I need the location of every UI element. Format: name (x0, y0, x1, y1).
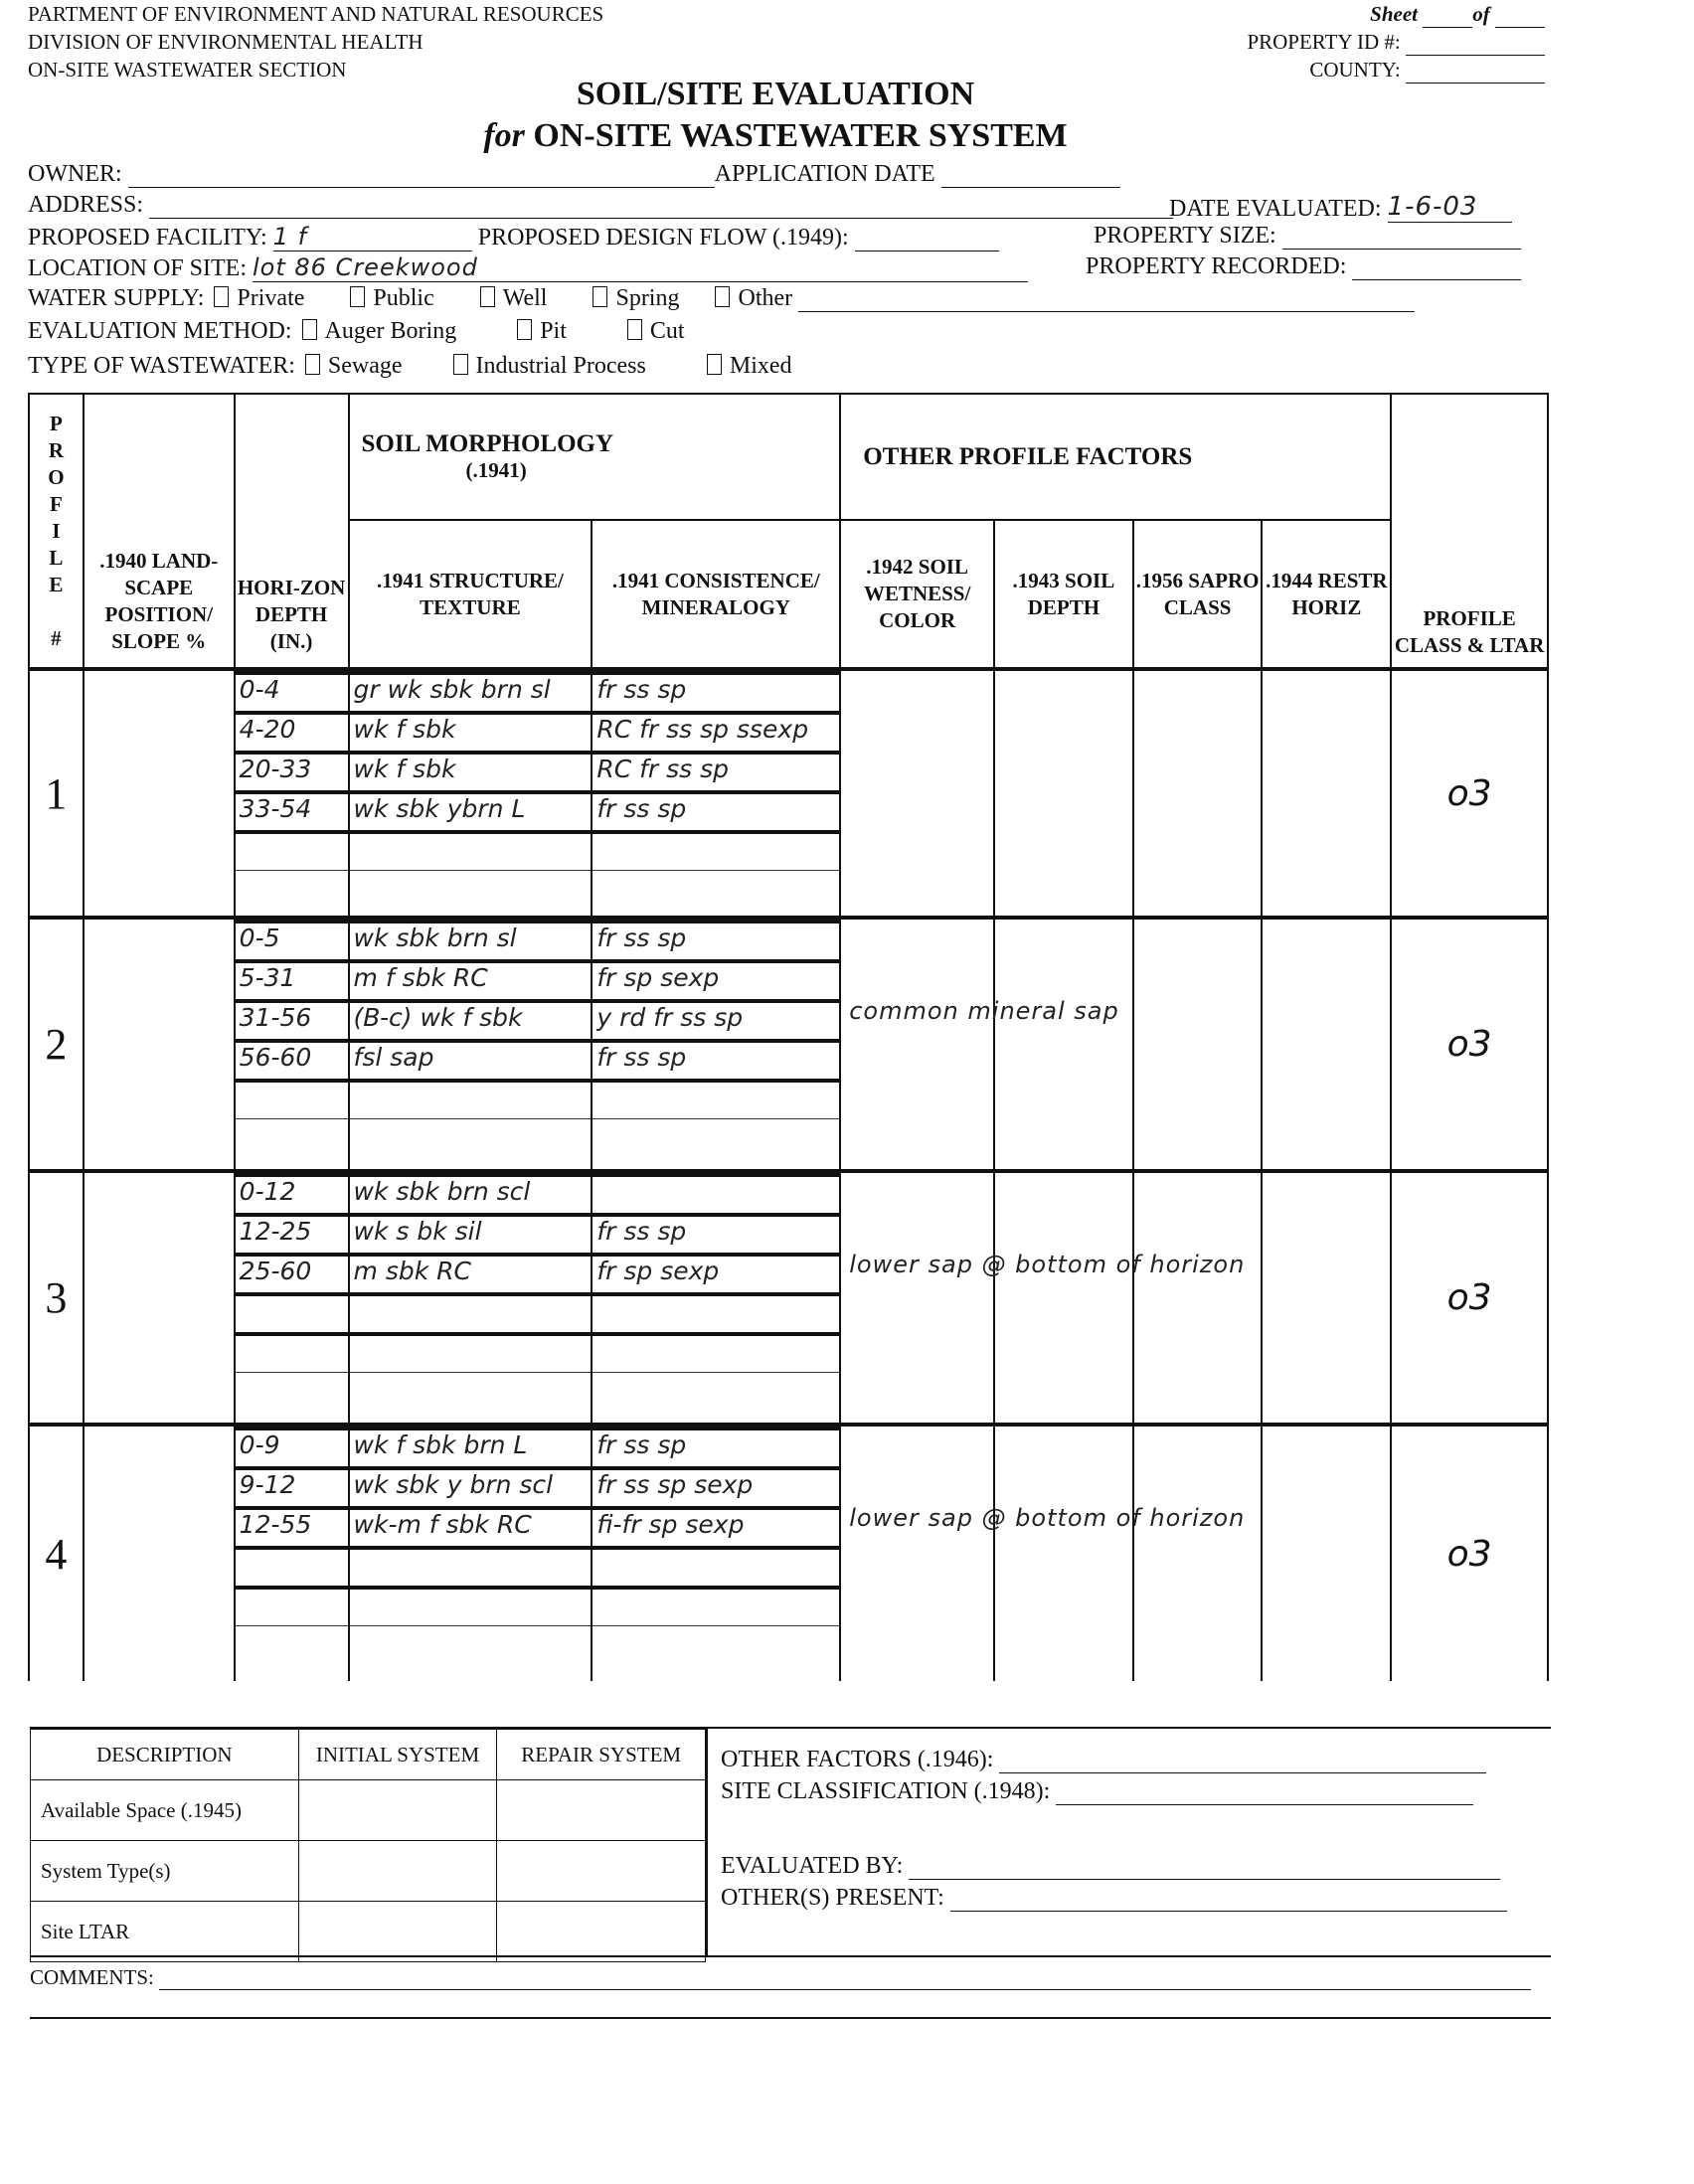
wetness-cell (840, 1171, 1246, 1425)
consistence-cell[interactable]: fr ss sp (593, 673, 839, 713)
consistence-cell[interactable] (593, 1081, 839, 1119)
date-evaluated-row (1169, 192, 1512, 223)
sapro-class-cell (1133, 1425, 1263, 1681)
profile-row (29, 918, 1548, 1171)
form-subtitle (0, 117, 1551, 155)
consistence-cell[interactable] (593, 1175, 839, 1215)
structure-cell[interactable]: fsl sap (350, 1041, 592, 1081)
sewage-option: Sewage (327, 353, 403, 379)
consistence-cell[interactable]: y rd fr ss sp (593, 1001, 839, 1041)
consistence-cell[interactable]: fr sp sexp (593, 961, 839, 1001)
wetness-cell (840, 669, 994, 918)
application-date-label: APPLICATION DATE (714, 161, 935, 187)
form-title: SOIL/SITE EVALUATION (576, 76, 975, 112)
property-size-field[interactable] (1282, 249, 1521, 250)
auger-boring-checkbox[interactable] (302, 319, 317, 340)
wetness-header: .1942 SOIL WETNESS/ COLOR (840, 520, 994, 669)
horizon-depth-cell[interactable]: 25-60 (236, 1255, 348, 1294)
horizon-depth-cell[interactable] (236, 1588, 348, 1626)
of-label: of (1472, 2, 1490, 26)
initial-system-header: INITIAL SYSTEM (298, 1730, 497, 1780)
consistence-cell[interactable]: RC fr ss sp ssexp (593, 713, 839, 753)
other-factors-row (721, 1747, 1486, 1773)
horizon-depth-cells (235, 669, 349, 918)
profile-number: 4 (29, 1425, 84, 1681)
property-recorded-field[interactable] (1352, 279, 1521, 280)
others-present-row (721, 1885, 1507, 1912)
consistence-cell[interactable]: fr ss sp (593, 922, 839, 961)
restr-horiz-cell (1262, 1171, 1391, 1425)
consistence-cell[interactable]: fr ss sp (593, 792, 839, 832)
horizon-depth-cell[interactable]: 12-55 (236, 1508, 348, 1548)
horizon-depth-cell[interactable]: 33-54 (236, 792, 348, 832)
sapro-header: .1956 SAPRO CLASS (1133, 520, 1263, 669)
bottom-divider (706, 1729, 708, 1955)
agency-header (28, 0, 603, 84)
proposed-facility-field[interactable]: 1 f (273, 223, 472, 252)
date-evaluated-field[interactable]: 1-6-03 (1388, 192, 1512, 223)
soil-morphology-header (349, 394, 841, 520)
comments-rule (30, 2017, 1551, 2019)
wetness-cell (840, 1425, 1246, 1681)
horizon-depth-cells (235, 1171, 349, 1425)
structure-cell[interactable] (350, 1588, 592, 1626)
profile-class-cell: o3 (1391, 669, 1548, 918)
structure-cell[interactable] (350, 1294, 592, 1334)
address-field[interactable] (149, 218, 1173, 219)
profile-number: 3 (29, 1171, 84, 1425)
county-label: COUNTY: (1309, 58, 1401, 82)
landscape-cell (84, 1171, 235, 1425)
landscape-cell (84, 918, 235, 1171)
property-recorded-label: PROPERTY RECORDED: (1086, 253, 1347, 279)
address-row (28, 192, 1173, 219)
pit-option: Pit (540, 318, 567, 344)
evaluated-by-label: EVALUATED BY: (721, 1853, 904, 1879)
location-field[interactable]: lot 86 Creekwood (253, 253, 1028, 282)
other-water-field[interactable] (798, 311, 1415, 312)
structure-cell[interactable]: (B-c) wk f sbk (350, 1001, 592, 1041)
structure-cell[interactable] (350, 1334, 592, 1373)
consistence-cell[interactable]: fi-fr sp sexp (593, 1508, 839, 1548)
consistence-cell[interactable]: fr sp sexp (593, 1255, 839, 1294)
profile-row (29, 1171, 1548, 1425)
consistence-cell[interactable]: fr ss sp sexp (593, 1468, 839, 1508)
structure-cell[interactable] (350, 1081, 592, 1119)
structure-cell[interactable]: wk sbk brn sl (350, 922, 592, 961)
wetness-note: common mineral sap (849, 997, 1119, 1025)
structure-cell[interactable] (350, 832, 592, 871)
structure-cell[interactable]: m sbk RC (350, 1255, 592, 1294)
soil-depth-cell (994, 918, 1133, 1171)
consistence-cell[interactable]: fr ss sp (593, 1428, 839, 1468)
owner-row (28, 161, 1120, 188)
wastewater-type-label: TYPE OF WASTEWATER: (28, 353, 295, 379)
cut-option: Cut (649, 318, 685, 344)
evaluated-by-row (721, 1853, 1500, 1880)
sapro-class-cell (1133, 918, 1263, 1171)
other-factors-header: OTHER PROFILE FACTORS (840, 394, 1391, 520)
structure-cell[interactable] (350, 1548, 592, 1588)
application-date-field[interactable] (941, 187, 1120, 188)
structure-cells (349, 1425, 593, 1681)
structure-cells (349, 918, 593, 1171)
restr-horiz-cell (1262, 669, 1391, 918)
structure-cell[interactable]: gr wk sbk brn sl (350, 673, 592, 713)
structure-cell[interactable]: m f sbk RC (350, 961, 592, 1001)
horizon-depth-cell[interactable]: 20-33 (236, 753, 348, 792)
auger-boring-option: Auger Boring (324, 318, 457, 344)
consistence-cell[interactable] (593, 1294, 839, 1334)
consistence-header: .1941 CONSISTENCE/ MINERALOGY (592, 520, 840, 669)
consistence-cell[interactable]: fr ss sp (593, 1215, 839, 1255)
soil-depth-cell (994, 669, 1133, 918)
mixed-checkbox[interactable] (707, 354, 722, 375)
horizon-depth-cell[interactable]: 12-25 (236, 1215, 348, 1255)
property-header (1247, 0, 1545, 84)
repair-system-header: REPAIR SYSTEM (497, 1730, 706, 1780)
horizon-depth-cell[interactable]: 56-60 (236, 1041, 348, 1081)
structure-cells (349, 669, 593, 918)
profile-rows (29, 669, 1548, 1681)
horizon-depth-cells (235, 918, 349, 1171)
address-label: ADDRESS: (28, 192, 144, 218)
profile-row (29, 1425, 1548, 1681)
system-type-initial[interactable] (298, 1841, 497, 1902)
comments-field[interactable] (159, 1989, 1531, 1990)
wetness-cell (840, 918, 1119, 1171)
water-supply-label: WATER SUPPLY: (28, 285, 205, 311)
system-description-table (30, 1729, 706, 1962)
structure-cell[interactable]: wk sbk brn scl (350, 1175, 592, 1215)
profile-number: 2 (29, 918, 84, 1171)
profile-row (29, 669, 1548, 918)
horizon-depth-cell[interactable] (236, 1548, 348, 1588)
available-space-repair[interactable] (497, 1780, 706, 1841)
profile-class-header: PROFILE CLASS & LTAR (1391, 394, 1548, 669)
consistence-cells (592, 1425, 840, 1681)
horizon-depth-cell[interactable]: 5-31 (236, 961, 348, 1001)
location-row (28, 253, 1028, 282)
comments-label: COMMENTS: (30, 1965, 154, 1989)
public-checkbox[interactable] (350, 286, 365, 307)
horizon-depth-cell[interactable]: 0-12 (236, 1175, 348, 1215)
landscape-cell (84, 1425, 235, 1681)
other-checkbox[interactable] (715, 286, 730, 307)
comments-row (30, 1965, 1531, 1990)
soil-morphology-code: (.1941) (465, 457, 527, 482)
division-line: DIVISION OF ENVIRONMENTAL HEALTH (28, 30, 424, 54)
soil-evaluation-table (28, 393, 1549, 1681)
wetness-note: lower sap @ bottom of horizon (849, 1504, 1246, 1532)
system-type-label: System Type(s) (31, 1841, 299, 1902)
other-factors-label: OTHER FACTORS (.1946): (721, 1747, 994, 1772)
structure-cell[interactable]: wk-m f sbk RC (350, 1508, 592, 1548)
horizon-depth-cell[interactable]: 31-56 (236, 1001, 348, 1041)
property-recorded-row (1086, 253, 1521, 280)
horizon-depth-cell[interactable]: 0-5 (236, 922, 348, 961)
sewage-checkbox[interactable] (305, 354, 320, 375)
mixed-option: Mixed (729, 353, 792, 379)
profile-header: P R O F I L E # (29, 394, 84, 669)
structure-cell[interactable]: wk f sbk (350, 713, 592, 753)
profile-number: 1 (29, 669, 84, 918)
well-checkbox[interactable] (480, 286, 495, 307)
public-option: Public (373, 285, 434, 311)
spring-checkbox[interactable] (593, 286, 607, 307)
cut-checkbox[interactable] (627, 319, 642, 340)
available-space-label: Available Space (.1945) (31, 1780, 299, 1841)
private-checkbox[interactable] (214, 286, 229, 307)
proposed-facility-label: PROPOSED FACILITY: (28, 225, 267, 251)
evaluation-method-row (28, 318, 685, 345)
wetness-note: lower sap @ bottom of horizon (849, 1251, 1246, 1278)
structure-cell[interactable]: wk sbk y brn scl (350, 1468, 592, 1508)
horizon-depth-cell[interactable]: 9-12 (236, 1468, 348, 1508)
evaluation-method-label: EVALUATION METHOD: (28, 318, 292, 344)
restr-horiz-cell (1262, 1425, 1391, 1681)
industrial-checkbox[interactable] (453, 354, 468, 375)
site-ltar-label: Site LTAR (31, 1902, 299, 1962)
others-present-field[interactable] (950, 1911, 1507, 1912)
horizon-depth-cell[interactable]: 4-20 (236, 713, 348, 753)
consistence-cell[interactable] (593, 1334, 839, 1373)
consistence-cells (592, 669, 840, 918)
description-header: DESCRIPTION (31, 1730, 299, 1780)
consistence-cell[interactable]: RC fr ss sp (593, 753, 839, 792)
restr-horiz-cell (1262, 918, 1391, 1171)
structure-cells (349, 1171, 593, 1425)
site-classification-field[interactable] (1056, 1804, 1473, 1805)
title-for: for (483, 117, 525, 154)
structure-cell[interactable]: wk f sbk brn L (350, 1428, 592, 1468)
others-present-label: OTHER(S) PRESENT: (721, 1885, 944, 1911)
pit-checkbox[interactable] (517, 319, 532, 340)
owner-field[interactable] (128, 187, 715, 188)
date-evaluated-label: DATE EVALUATED: (1169, 196, 1382, 222)
structure-header: .1941 STRUCTURE/ TEXTURE (349, 520, 593, 669)
horizon-depth-cell[interactable] (236, 832, 348, 871)
property-size-label: PROPERTY SIZE: (1094, 223, 1276, 249)
design-flow-label: PROPOSED DESIGN FLOW (.1949): (477, 225, 849, 251)
profile-class-cell: o3 (1391, 918, 1548, 1171)
facility-row (28, 223, 999, 252)
restr-header: .1944 RESTR HORIZ (1262, 520, 1391, 669)
horizon-depth-header: HORI-ZON DEPTH (IN.) (235, 394, 349, 669)
site-classification-row (721, 1778, 1473, 1805)
horizon-depth-cell[interactable]: 0-9 (236, 1428, 348, 1468)
location-label: LOCATION OF SITE: (28, 255, 247, 281)
owner-label: OWNER: (28, 161, 122, 187)
site-ltar-repair[interactable] (497, 1902, 706, 1962)
department-line: PARTMENT OF ENVIRONMENT AND NATURAL RESOURCES (28, 2, 604, 26)
horizon-depth-cell[interactable] (236, 1294, 348, 1334)
consistence-cell[interactable] (593, 1588, 839, 1626)
consistence-cells (592, 1171, 840, 1425)
evaluated-by-field[interactable] (909, 1879, 1500, 1880)
soil-morphology-title: SOIL MORPHOLOGY (361, 429, 614, 457)
water-supply-row (28, 285, 1415, 312)
site-ltar-initial[interactable] (298, 1902, 497, 1962)
soil-depth-header: .1943 SOIL DEPTH (994, 520, 1133, 669)
soil-depth-cell (994, 1171, 1133, 1425)
horizon-depth-cell[interactable] (236, 1334, 348, 1373)
landscape-cell (84, 669, 235, 918)
available-space-initial[interactable] (298, 1780, 497, 1841)
other-factors-field[interactable] (999, 1772, 1486, 1773)
site-classification-label: SITE CLASSIFICATION (.1948): (721, 1778, 1051, 1804)
horizon-depth-cells (235, 1425, 349, 1681)
consistence-cells (592, 918, 840, 1171)
consistence-cell[interactable] (593, 832, 839, 871)
well-option: Well (502, 285, 548, 311)
profile-class-cell: o3 (1391, 1171, 1548, 1425)
sapro-class-cell (1133, 669, 1263, 918)
horizon-depth-cell[interactable] (236, 1081, 348, 1119)
spring-option: Spring (615, 285, 680, 311)
horizon-depth-cell[interactable]: 0-4 (236, 673, 348, 713)
title-rest: ON-SITE WASTEWATER SYSTEM (524, 117, 1068, 154)
wastewater-type-row (28, 353, 792, 380)
property-size-row (1094, 223, 1521, 250)
property-id-label: PROPERTY ID #: (1247, 30, 1401, 54)
private-option: Private (237, 285, 305, 311)
profile-class-cell: o3 (1391, 1425, 1548, 1681)
soil-depth-cell (994, 1425, 1133, 1681)
structure-cell[interactable]: wk s bk sil (350, 1215, 592, 1255)
sheet-label: Sheet (1370, 2, 1418, 26)
landscape-header: .1940 LAND-SCAPE POSITION/ SLOPE % (84, 394, 235, 669)
sapro-class-cell (1133, 1171, 1263, 1425)
design-flow-field[interactable] (855, 251, 999, 252)
consistence-cell[interactable]: fr ss sp (593, 1041, 839, 1081)
consistence-cell[interactable] (593, 1548, 839, 1588)
bottom-rule (30, 1955, 1551, 1957)
bottom-section (30, 1727, 1551, 1989)
system-type-repair[interactable] (497, 1841, 706, 1902)
section-line: ON-SITE WASTEWATER SECTION (28, 58, 347, 82)
structure-cell[interactable]: wk sbk ybrn L (350, 792, 592, 832)
structure-cell[interactable]: wk f sbk (350, 753, 592, 792)
other-option: Other (738, 285, 793, 311)
industrial-option: Industrial Process (475, 353, 646, 379)
